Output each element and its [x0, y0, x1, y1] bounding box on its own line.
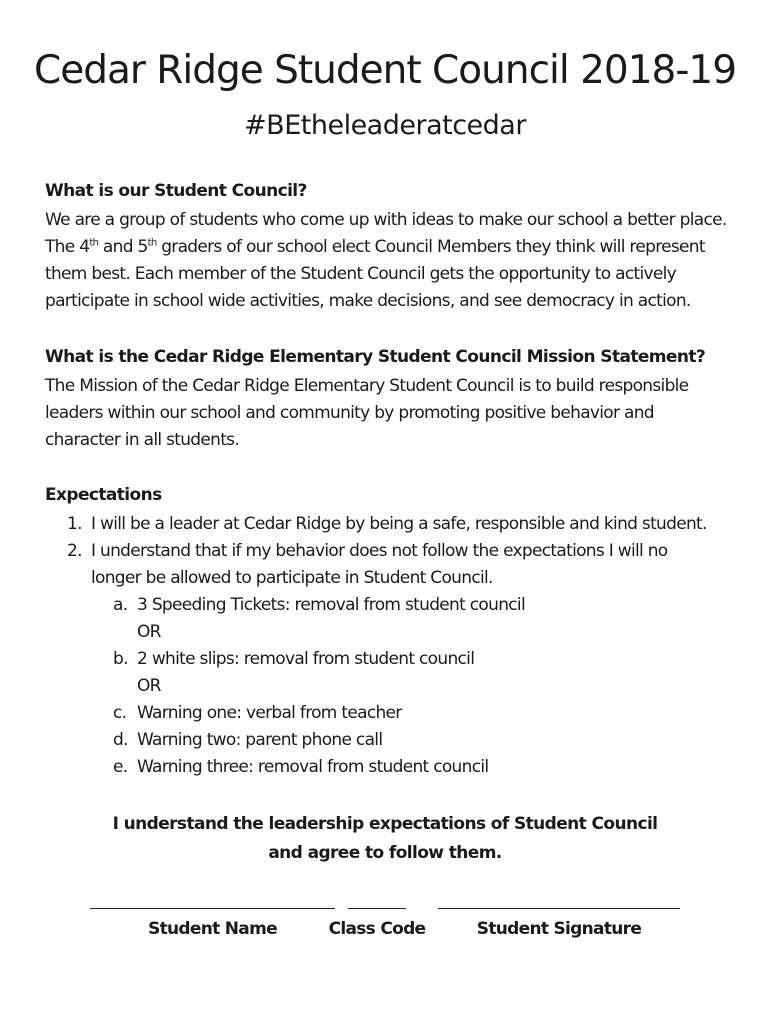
mission-section	[45, 346, 735, 454]
what-is-line-3: them best. Each member of the Student Council gets the opportunity to actively	[45, 264, 677, 284]
agreement-statement	[0, 810, 770, 868]
student-name-field	[90, 894, 335, 939]
page-title: Cedar Ridge Student Council 2018-19	[33, 48, 737, 93]
what-is-line-1: We are a group of students who come up with ideas to make our school a better place.	[45, 210, 727, 230]
class-code-label-wrap	[318, 919, 436, 939]
list-marker: 2.	[67, 541, 82, 561]
consequence-item	[91, 700, 711, 727]
expectation-text: I will be a leader at Cedar Ridge by being a safe, responsible and kind student.	[91, 514, 707, 534]
expectation-item	[45, 511, 735, 538]
expectations-list	[45, 511, 735, 781]
or-note: OR	[137, 676, 161, 696]
consequence-text: 2 white slips: removal from student council	[137, 649, 475, 669]
list-marker: e.	[113, 757, 128, 777]
expectation-item	[45, 538, 711, 781]
hashtag-subtitle: #BEtheleaderatcedar	[244, 110, 526, 141]
list-marker: b.	[113, 649, 128, 669]
consequence-text: Warning three: removal from student council	[137, 757, 489, 777]
agreement-line-1: I understand the leadership expectations of Student Council	[112, 814, 658, 834]
what-is-line-2a: The 4	[45, 237, 90, 257]
what-is-section	[45, 180, 735, 315]
consequence-item	[91, 646, 711, 700]
consequence-list	[91, 592, 711, 781]
signature-row	[0, 894, 770, 954]
class-code-label: Class Code	[328, 919, 426, 939]
what-is-line-2b: and 5	[98, 237, 148, 257]
what-is-line-2c: graders of our school elect Council Members they think will represent	[156, 237, 705, 257]
or-note: OR	[137, 622, 161, 642]
student-signature-label: Student Signature	[476, 919, 642, 939]
class-code-field	[348, 894, 406, 909]
superscript-th-2: th	[147, 237, 157, 249]
agreement-line-2: and agree to follow them.	[268, 843, 502, 863]
expectations-section	[45, 484, 735, 781]
student-signature-line	[438, 894, 680, 909]
consequence-text: Warning two: parent phone call	[137, 730, 383, 750]
list-marker: c.	[113, 703, 127, 723]
consequence-text: Warning one: verbal from teacher	[137, 703, 402, 723]
consequence-item	[91, 727, 711, 754]
what-is-paragraph	[45, 207, 735, 315]
expectation-text: I understand that if my behavior does not follow the expectations I will no longer be allowed to participate in Student Council.	[91, 541, 668, 588]
student-name-label: Student Name	[148, 919, 277, 939]
consequence-item	[91, 592, 711, 646]
list-marker: 1.	[67, 514, 82, 534]
student-signature-field	[438, 894, 680, 939]
mission-text: The Mission of the Cedar Ridge Elementary Student Council is to build responsible leaders within our school and community by promoting positive behavior and character in all students.	[45, 376, 689, 450]
superscript-th-1: th	[89, 237, 99, 249]
what-is-line-4: participate in school wide activities, make decisions, and see democracy in action.	[45, 291, 691, 311]
expectations-heading: Expectations	[45, 485, 162, 505]
list-marker: d.	[113, 730, 128, 750]
class-code-line	[348, 894, 406, 909]
list-marker: a.	[113, 595, 128, 615]
consequence-item	[91, 754, 711, 781]
consequence-text: 3 Speeding Tickets: removal from student council	[137, 595, 525, 615]
what-is-heading: What is our Student Council?	[45, 181, 307, 201]
student-name-line	[90, 894, 335, 909]
mission-heading: What is the Cedar Ridge Elementary Student Council Mission Statement?	[45, 347, 706, 367]
